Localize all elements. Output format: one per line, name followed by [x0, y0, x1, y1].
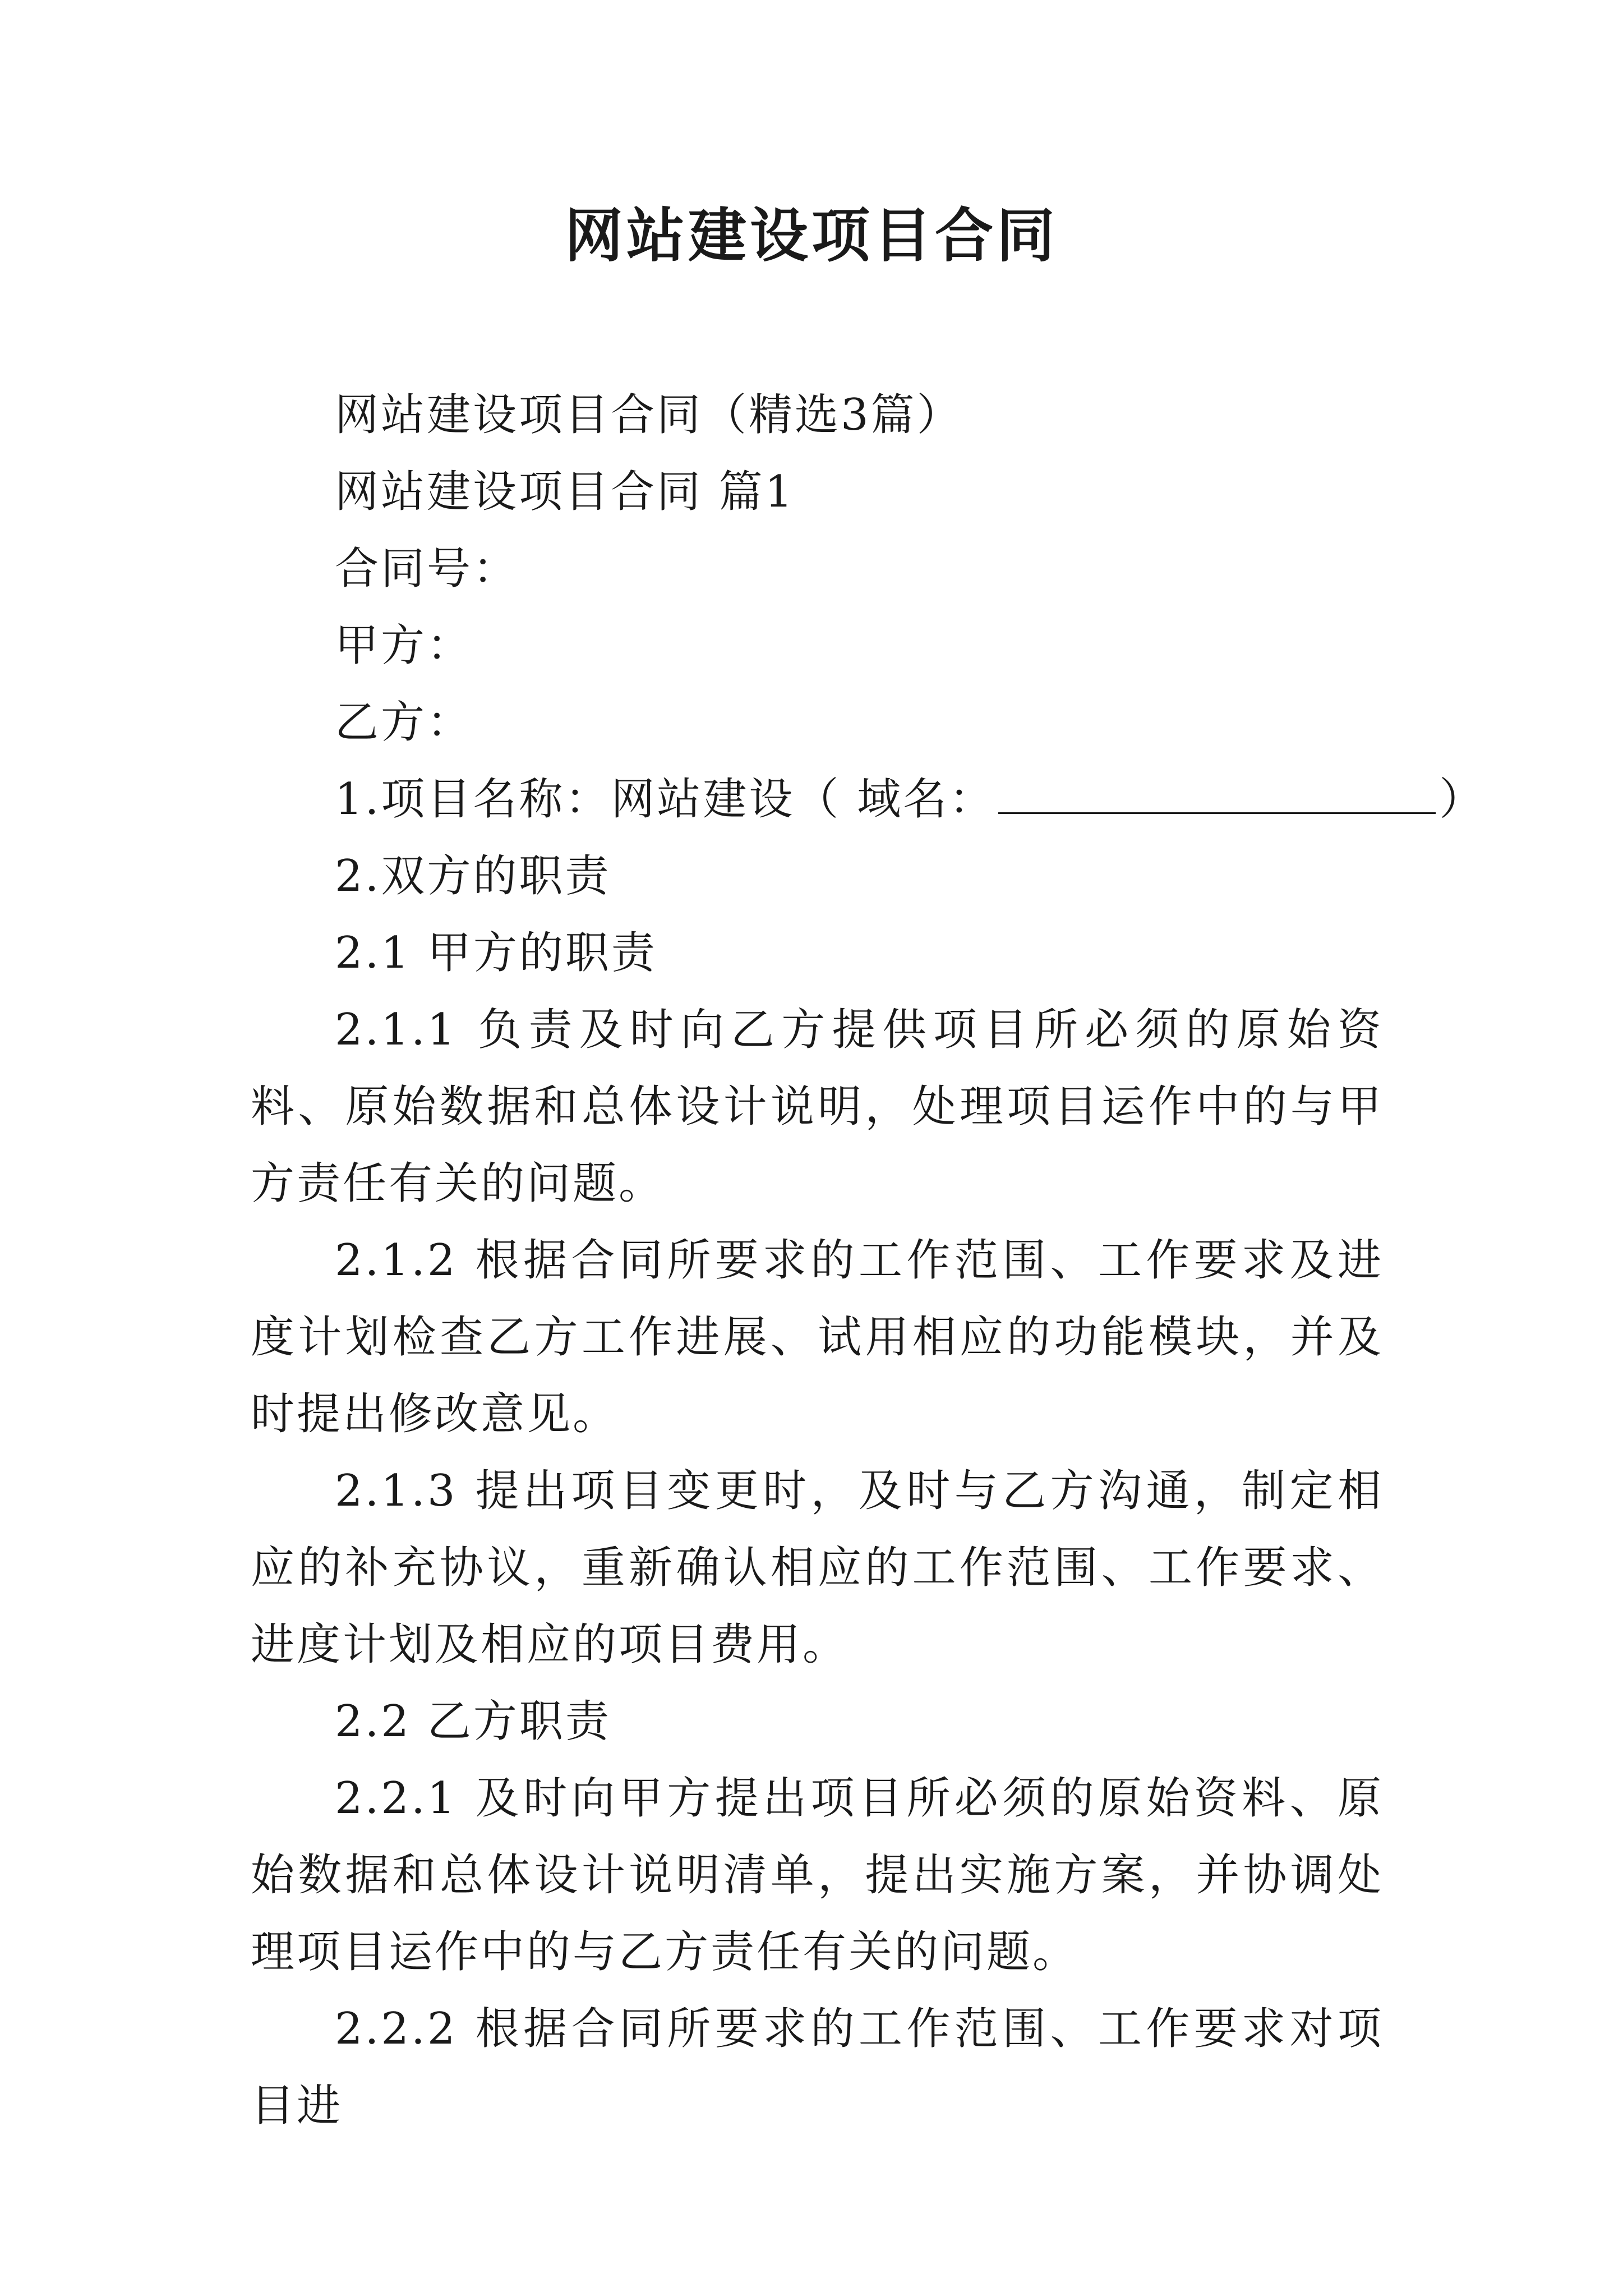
item-2-2-1-paragraph: 2.2.1 及时向甲方提出项目所必须的原始资料、原始数据和总体设计说明清单，提出实施方案，并协调处理项目运作中的与乙方责任有关的问题。	[251, 1773, 1384, 1977]
item-1-prefix: 1.项目名称：网站建设（ 域名：	[335, 774, 995, 825]
document-title: 网站建设项目合同	[564, 201, 1058, 270]
item-2-1-3-paragraph: 2.1.3 提出项目变更时，及时与乙方沟通，制定相应的补充协议，重新确认相应的工作范围、工作要求、进度计划及相应的项目费用。	[251, 1466, 1384, 1670]
document-body	[251, 377, 1486, 2145]
section-heading: 网站建设项目合同 篇1	[335, 467, 795, 517]
item-2-heading: 2.双方的职责	[335, 851, 611, 901]
item-2-2-2-paragraph: 2.2.2 根据合同所要求的工作范围、工作要求对项目进	[251, 2004, 1384, 2131]
item-2-1-heading: 2.1 甲方的职责	[335, 928, 657, 978]
document-subtitle: 网站建设项目合同（精选3篇）	[335, 390, 963, 440]
party-a-label: 甲方：	[335, 620, 473, 671]
item-2-1-1-paragraph: 2.1.1 负责及时向乙方提供项目所必须的原始资料、原始数据和总体设计说明，处理项目运作中的与甲方责任有关的问题。	[251, 1005, 1384, 1209]
domain-blank-line	[998, 779, 1436, 814]
item-1-project-name	[251, 761, 1486, 838]
item-2-2-heading: 2.2 乙方职责	[335, 1696, 611, 1747]
item-1-suffix: ）	[1439, 774, 1486, 825]
item-2-1-2-paragraph: 2.1.2 根据合同所要求的工作范围、工作要求及进度计划检查乙方工作进展、试用相应的功能模块，并及时提出修改意见。	[251, 1235, 1384, 1439]
contract-no-label: 合同号：	[335, 544, 519, 594]
party-b-label: 乙方：	[335, 697, 473, 748]
